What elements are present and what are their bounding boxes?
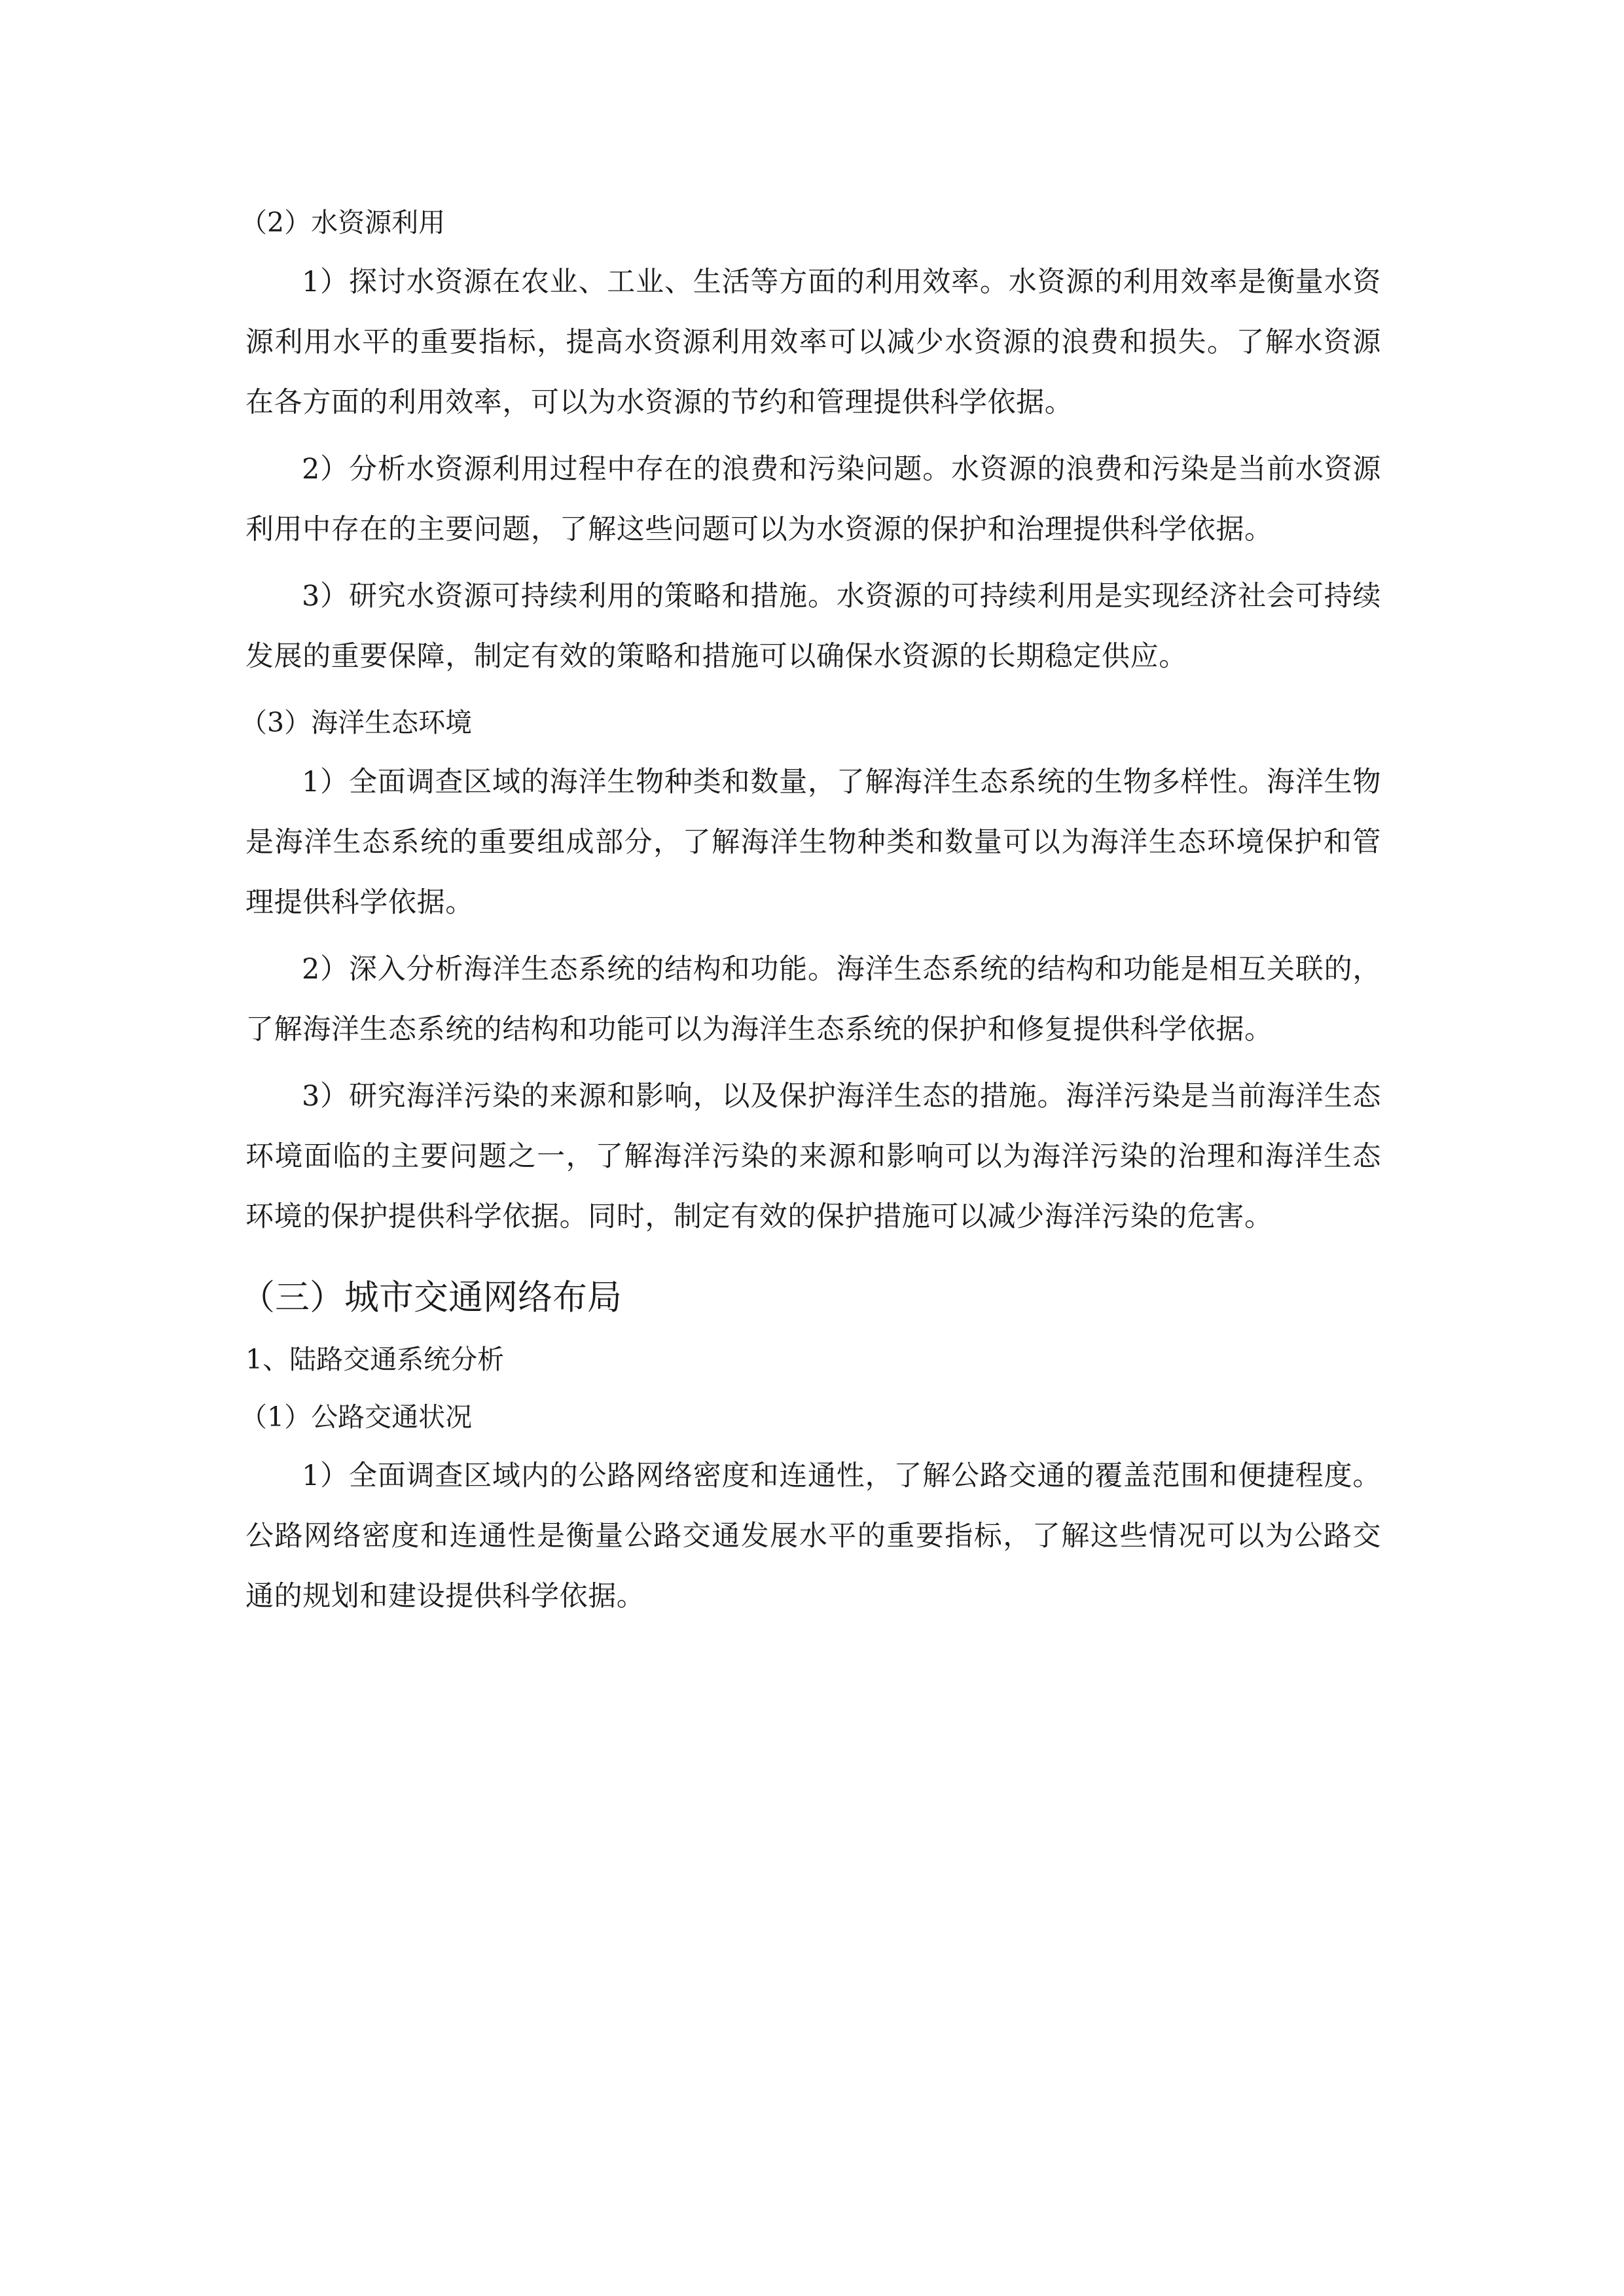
heading-marine-ecology: （3）海洋生态环境: [240, 707, 473, 738]
paragraph: 1）探讨水资源在农业、工业、生活等方面的利用效率。水资源的利用效率是衡量水资源利用水平的重要指标，提高水资源利用效率可以减少水资源的浪费和损失。了解水资源在各方面的利用效率，可以为水资源的节约和管理提供科学依据。: [245, 266, 1381, 419]
paragraph: 3）研究水资源可持续利用的策略和措施。水资源的可持续利用是实现经济社会可持续发展的重要保障，制定有效的策略和措施可以确保水资源的长期稳定供应。: [245, 580, 1381, 673]
paragraph: 1）全面调查区域内的公路网络密度和连通性，了解公路交通的覆盖范围和便捷程度。公路网络密度和连通性是衡量公路交通发展水平的重要指标，了解这些情况可以为公路交通的规划和建设提供科学依据。: [245, 1460, 1381, 1613]
heading-water-resources-use: （2）水资源利用: [240, 207, 446, 238]
page-content: [240, 193, 1381, 1633]
paragraph: 2）分析水资源利用过程中存在的浪费和污染问题。水资源的浪费和污染是当前水资源利用中存在的主要问题，了解这些问题可以为水资源的保护和治理提供科学依据。: [245, 453, 1381, 546]
paragraph: 1）全面调查区域的海洋生物种类和数量，了解海洋生态系统的生物多样性。海洋生物是海洋生态系统的重要组成部分，了解海洋生物种类和数量可以为海洋生态环境保护和管理提供科学依据。: [245, 766, 1381, 919]
heading-road-traffic: （1）公路交通状况: [240, 1401, 473, 1433]
chapter-title: （三）城市交通网络布局: [240, 1278, 622, 1318]
paragraph: 2）深入分析海洋生态系统的结构和功能。海洋生态系统的结构和功能是相互关联的，了解海洋生态系统的结构和功能可以为海洋生态系统的保护和修复提供科学依据。: [245, 953, 1381, 1046]
subsection-title: 1、陆路交通系统分析: [245, 1344, 505, 1375]
paragraph: 3）研究海洋污染的来源和影响，以及保护海洋生态的措施。海洋污染是当前海洋生态环境面临的主要问题之一，了解海洋污染的来源和影响可以为海洋污染的治理和海洋生态环境的保护提供科学依据。同时，制定有效的保护措施可以减少海洋污染的危害。: [245, 1080, 1381, 1233]
